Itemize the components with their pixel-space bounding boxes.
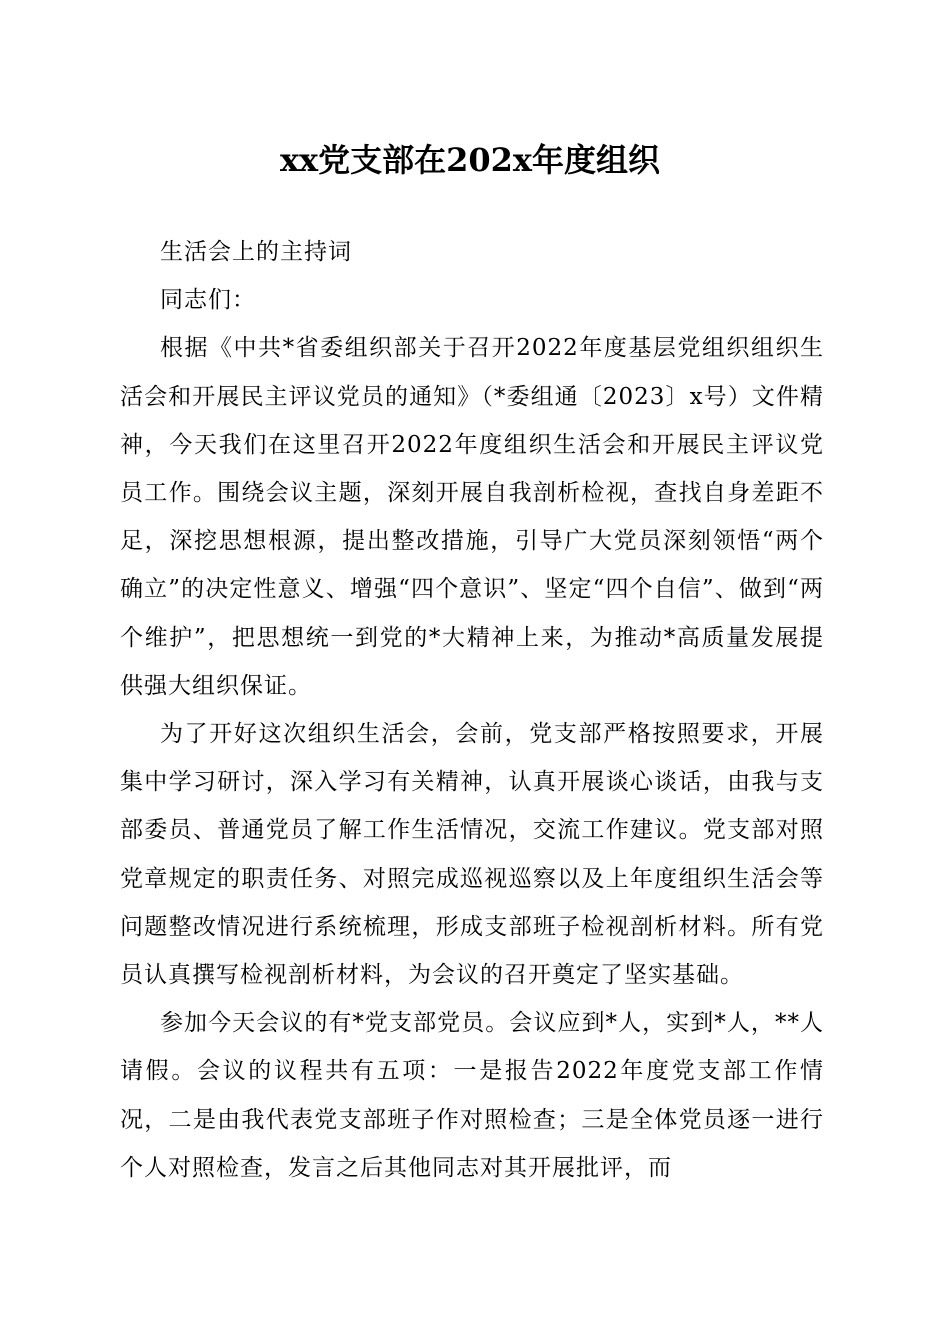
paragraph-salutation: 同志们：	[160, 287, 256, 314]
paragraph-subtitle: 生活会上的主持词	[160, 239, 352, 265]
document-body	[120, 228, 824, 1192]
paragraph-1: 根据《中共*省委组织部关于召开2022年度基层党组织组织生活会和开展民主评议党员的通知》（*委组通〔2023〕x号）文件精神，今天我们在这里召开2022年度组织生活会和开展民主评议党员工作。围绕会议主题，深刻开展自我剖析检视，查找自身差距不足，深挖思想根源，提出整改措施，引导广大党员深刻领悟“两个确立”的决定性意义、增强“四个意识”、坚定“四个自信”、做到“两个维护”，把思想统一到党的*大精神上来，为推动*高质量发展提供强大组织保证。	[120, 335, 824, 699]
paragraph-2: 为了开好这次组织生活会，会前，党支部严格按照要求，开展集中学习研讨，深入学习有关精神，认真开展谈心谈话，由我与支部委员、普通党员了解工作生活情况，交流工作建议。党支部对照党章规定的职责任务、对照完成巡视巡察以及上年度组织生活会等问题整改情况进行系统梳理，形成支部班子检视剖析材料。所有党员认真撰写检视剖析材料，为会议的召开奠定了坚实基础。	[120, 721, 824, 989]
paragraph-3: 参加今天会议的有*党支部党员。会议应到*人，实到*人，**人请假。会议的议程共有五项：一是报告2022年度党支部工作情况，二是由我代表党支部班子作对照检查；三是全体党员逐一进行个人对照检查，发言之后其他同志对其开展批评，而	[120, 1010, 824, 1181]
document-title: xx党支部在202x年度组织	[279, 141, 661, 179]
